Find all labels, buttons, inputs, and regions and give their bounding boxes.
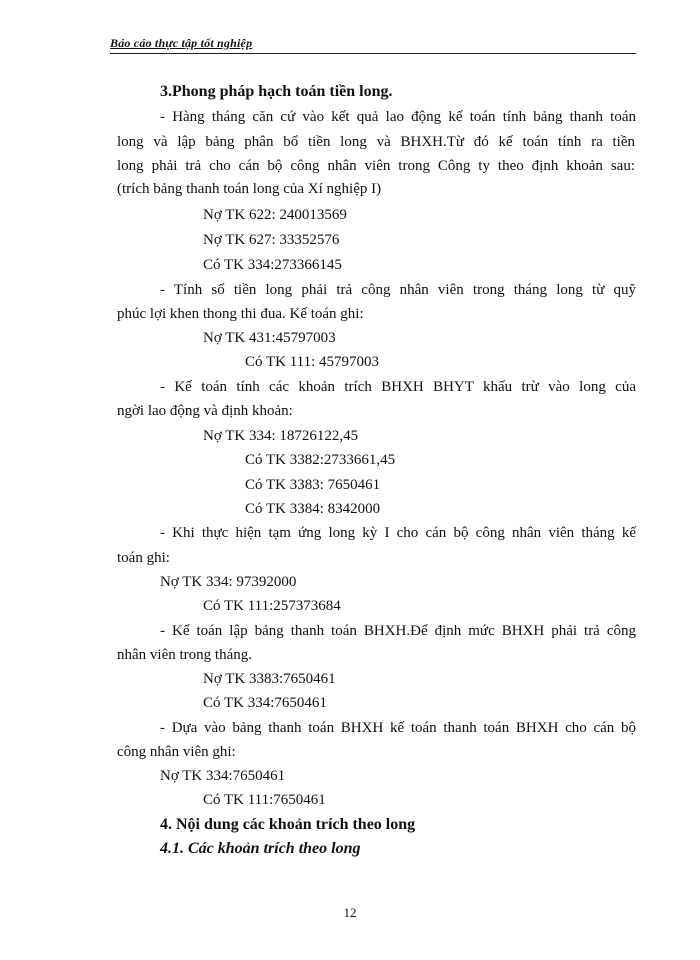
entry-line: Nợ TK 334: 18726122,45	[203, 428, 359, 444]
header-title: Báo cáo thực tập tốt nghiệp	[110, 36, 253, 50]
paragraph-line: - Dựa vào bảng thanh toán BHXH kế toán thanh toán BHXH cho cán bộ	[160, 720, 636, 736]
entry-line: Có TK 334:273366145	[203, 257, 342, 273]
entry-line: Nợ TK 627: 33352576	[203, 232, 340, 248]
paragraph-line: phúc lợi khen thong thi đua. Kế toán ghi:	[117, 306, 364, 322]
entry-line: Có TK 3384: 8342000	[245, 501, 381, 517]
entry-line: Nợ TK 3383:7650461	[203, 671, 336, 687]
entry-line: Có TK 111:7650461	[203, 792, 326, 808]
entry-line: Có TK 111: 45797003	[245, 354, 380, 370]
section-heading: 3.Phong pháp hạch toán tiền long.	[160, 83, 393, 100]
entry-line: Nợ TK 431:45797003	[203, 330, 336, 346]
paragraph-line: - Kế toán lập bảng thanh toán BHXH.Để định mức BHXH phải trả công	[160, 623, 636, 639]
page-number: 12	[343, 905, 357, 920]
header-rule	[110, 53, 636, 54]
entry-line: Nợ TK 334:7650461	[160, 768, 286, 784]
paragraph-line: - Kế toán tính các khoản trích BHXH BHYT khấu trừ vào long của	[160, 379, 636, 395]
paragraph-line: - Khi thực hiện tạm ứng long kỳ I cho cán bộ công nhân viên tháng kế	[160, 525, 636, 541]
entry-line: Có TK 334:7650461	[203, 695, 327, 711]
entry-line: Có TK 3382:2733661,45	[245, 452, 396, 468]
paragraph-line: nhân viên trong tháng.	[117, 647, 252, 663]
section-heading: 4. Nội dung các khoản trích theo long	[160, 816, 416, 833]
entry-line: Nợ TK 334: 97392000	[160, 574, 297, 590]
paragraph-line: (trích bảng thanh toán long của Xí nghiệp I)	[117, 181, 382, 197]
paragraph-line: long phải trả cho cán bộ công nhân viên trong Công ty theo định khoản sau:	[117, 158, 635, 174]
paragraph-line: - Hàng tháng căn cứ vào kết quả lao động kế toán tính bảng thanh toán	[160, 109, 636, 125]
paragraph-line: ngời lao động và định khoản:	[117, 403, 293, 419]
paragraph-line: - Tính số tiền long phải trả công nhân viên trong tháng long từ quỹ	[160, 282, 636, 298]
paragraph-line: toán ghi:	[117, 550, 170, 566]
entry-line: Có TK 111:257373684	[203, 598, 341, 614]
entry-line: Có TK 3383: 7650461	[245, 477, 381, 493]
entry-line: Nợ TK 622: 240013569	[203, 207, 347, 223]
subsection-heading: 4.1. Các khoản trích theo long	[160, 840, 361, 857]
paragraph-line: công nhân viên ghi:	[117, 744, 236, 760]
paragraph-line: long và lập bảng phân bổ tiền long và BHXH.Từ đó kế toán tính ra tiền	[117, 134, 635, 150]
